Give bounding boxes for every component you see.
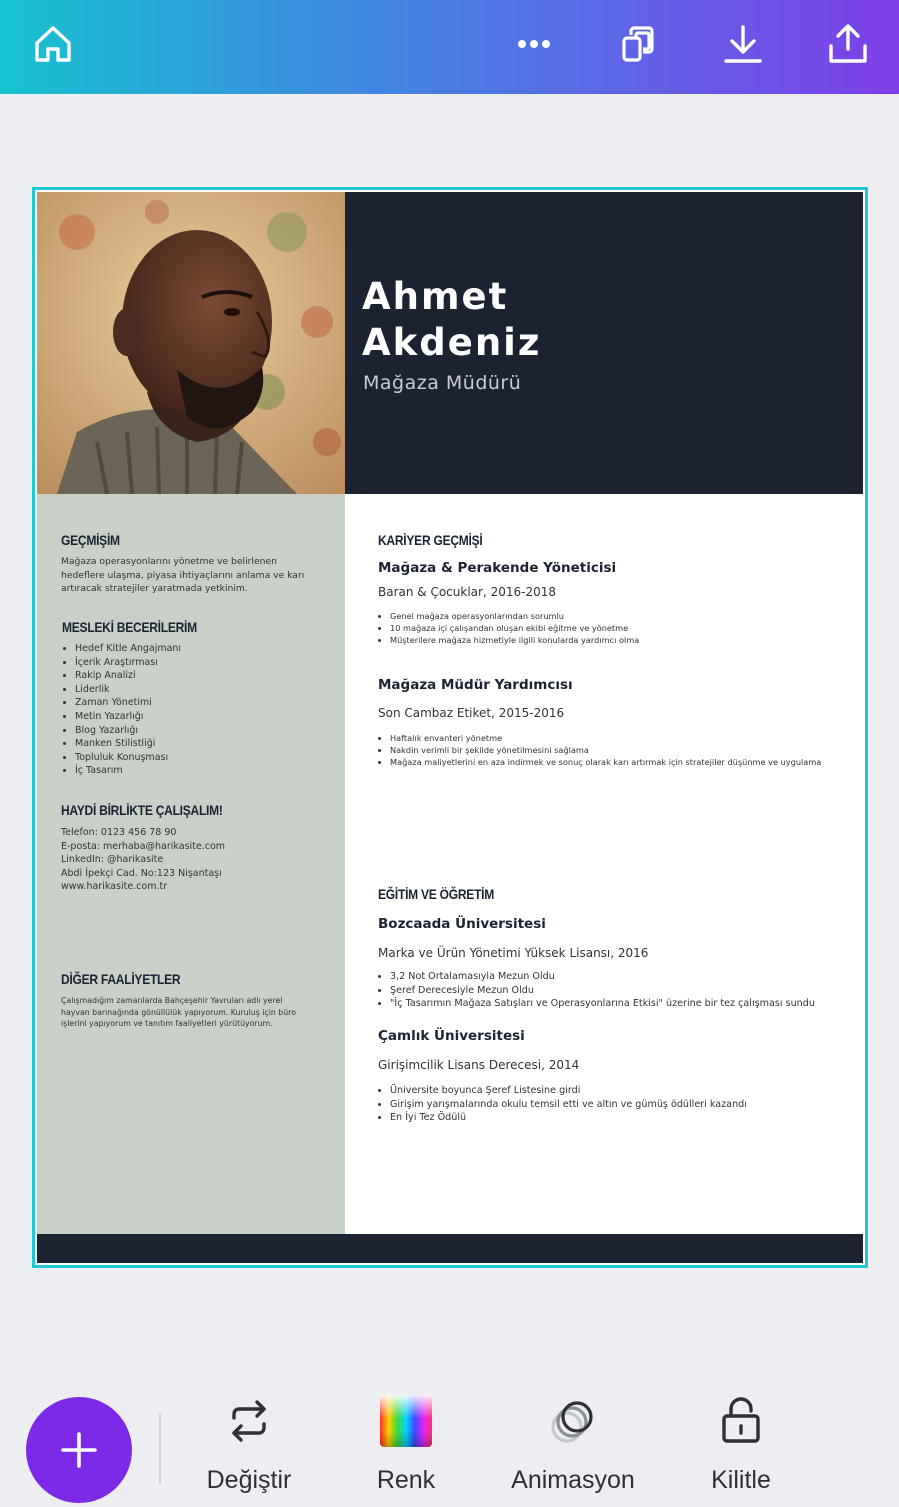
skill-item: • Manken Stilistliği [75, 737, 181, 751]
skill-item: • Metin Yazarlığı [75, 710, 181, 724]
background-line: Mağaza operasyonlarını yönetme ve belirlenen [61, 556, 277, 567]
school-1-degree[interactable]: Marka ve Ürün Yönetimi Yüksek Lisansı, 2016 [378, 946, 649, 960]
last-name: Akdeniz [362, 321, 542, 364]
contact-phone: Telefon: 0123 456 78 90 [61, 827, 177, 838]
bullet-item: • Mağaza maliyetlerini en aza indirmek ve sonuç olarak karı artırmak için stratejiler düşünme ve uygulama [390, 756, 821, 768]
school-2-bullets[interactable] [378, 1084, 747, 1125]
job-title[interactable]: Mağaza Müdürü [363, 372, 522, 394]
bullet-item: • Girişim yarışmalarında okulu temsil etti ve altın ve gümüş ödülleri kazandı [390, 1098, 747, 1112]
replace-button[interactable] [174, 1392, 324, 1495]
share-icon [826, 22, 870, 66]
bullet-item: • Genel mağaza operasyonlarından sorumlu [390, 610, 639, 622]
skill-item: • İçerik Araştırması [75, 656, 181, 670]
copy-pages-icon [616, 22, 660, 66]
color-button[interactable] [331, 1392, 481, 1495]
job-2-company[interactable]: Son Cambaz Etiket, 2015-2016 [378, 706, 565, 720]
contact-email: E-posta: merhaba@harikasite.com [61, 840, 226, 852]
lock-button[interactable] [666, 1392, 816, 1495]
plus-icon [59, 1430, 99, 1470]
school-2-degree[interactable]: Girişimcilik Lisans Derecesi, 2014 [378, 1058, 580, 1072]
design-canvas-selection[interactable] [32, 187, 868, 1268]
skill-item: • İç Tasarım [75, 764, 181, 778]
school-1-name[interactable]: Bozcaada Üniversitesi [378, 916, 546, 932]
activities-text[interactable] [61, 995, 296, 1030]
bullet-item: • Müşterilere mağaza hizmetiyle ilgili konularda yardımcı olma [390, 634, 639, 646]
skills-heading[interactable]: MESLEKİ BECERİLERİM [62, 619, 197, 635]
add-element-button[interactable] [26, 1397, 132, 1503]
lock-label: Kilitle [711, 1466, 771, 1494]
skill-item: • Liderlik [75, 683, 181, 697]
contact-heading[interactable]: HAYDİ BİRLİKTE ÇALIŞALIM! [61, 802, 223, 818]
home-icon [31, 22, 75, 66]
first-name: Ahmet [362, 275, 509, 318]
replace-icon [226, 1398, 272, 1444]
animation-icon [548, 1396, 598, 1446]
download-icon [721, 22, 765, 66]
animation-button[interactable] [498, 1392, 648, 1495]
color-swatch-icon [380, 1395, 432, 1447]
skill-item: • Topluluk Konuşması [75, 751, 181, 765]
replace-label: Değiştir [206, 1466, 292, 1494]
skills-list[interactable] [61, 642, 181, 778]
background-line: artıracak stratejiler yaratmada yetkinim. [61, 583, 248, 594]
job-1-title[interactable]: Mağaza & Perakende Yöneticisi [378, 560, 617, 576]
background-line: hedeflere ulaşma, piyasa ihtiyaçlarını anlama ve karı [61, 569, 305, 581]
career-heading[interactable]: KARİYER GEÇMİŞİ [378, 532, 483, 548]
bullet-item: • "İç Tasarımın Mağaza Satışları ve Operasyonlarına Etkisi" üzerine bir tez çalışması sundu [390, 997, 815, 1011]
footer-band [37, 1234, 863, 1263]
candidate-name[interactable] [362, 274, 541, 366]
school-1-bullets[interactable] [378, 970, 815, 1011]
school-2-name[interactable]: Çamlık Üniversitesi [378, 1028, 525, 1044]
bullet-item: • Haftalık envanteri yönetme [390, 732, 821, 744]
activities-line: işlerini yapıyorum ve tanıtım faaliyetleri yürütüyorum. [61, 1019, 273, 1028]
background-text[interactable] [61, 555, 304, 596]
skill-item: • Zaman Yönetimi [75, 696, 181, 710]
portrait-image [37, 192, 345, 494]
more-options-button[interactable] [510, 20, 558, 68]
skill-item: • Hedef Kitle Angajmanı [75, 642, 181, 656]
sidebar-panel [37, 494, 345, 1234]
color-label: Renk [376, 1466, 436, 1494]
main-panel [345, 494, 863, 1234]
resume-page [37, 192, 863, 1263]
animation-label: Animasyon [511, 1466, 635, 1494]
activities-line: hayvan barınağında gönüllülük yapıyorum. Kuruluş için büro [61, 1007, 296, 1017]
home-button[interactable] [29, 20, 77, 68]
job-1-company[interactable]: Baran & Çocuklar, 2016-2018 [378, 585, 556, 599]
job-2-bullets[interactable] [378, 732, 821, 768]
job-1-bullets[interactable] [378, 610, 639, 646]
bullet-item: • En İyi Tez Ödülü [390, 1111, 747, 1125]
download-button[interactable] [719, 20, 767, 68]
activities-line: Çalışmadığım zamanlarda Bahçeşehir Yavruları adlı yerel [61, 996, 283, 1005]
job-2-title[interactable]: Mağaza Müdür Yardımcısı [378, 677, 573, 693]
contact-info[interactable] [61, 826, 225, 894]
lock-icon [718, 1396, 764, 1446]
bullet-item: • Nakdin verimli bir şekilde yönetilmesini sağlama [390, 744, 821, 756]
activities-heading[interactable]: DİĞER FAALİYETLER [61, 971, 181, 987]
bullet-item: • 3,2 Not Ortalamasıyla Mezun Oldu [390, 970, 815, 984]
more-icon [512, 22, 556, 66]
pages-button[interactable] [614, 20, 662, 68]
contact-website: www.harikasite.com.tr [61, 881, 168, 893]
bullet-item: • 10 mağaza içi çalışandan oluşan ekibi eğitme ve yönetme [390, 622, 639, 634]
contact-address: Abdi İpekçi Cad. No:123 Nişantaşı [61, 867, 222, 879]
bullet-item: • Üniversite boyunca Şeref Listesine girdi [390, 1084, 747, 1098]
profile-photo[interactable] [37, 192, 345, 494]
education-heading[interactable]: EĞİTİM VE ÖĞRETİM [378, 886, 495, 902]
background-heading[interactable]: GEÇMİŞİM [61, 532, 120, 548]
skill-item: • Blog Yazarlığı [75, 724, 181, 738]
bullet-item: • Şeref Derecesiyle Mezun Oldu [390, 984, 815, 998]
header-panel [345, 192, 863, 494]
share-button[interactable] [824, 20, 872, 68]
skill-item: • Rakip Analizi [75, 669, 181, 683]
contact-linkedin: LinkedIn: @harikasite [61, 854, 164, 866]
toolbar-divider [159, 1414, 161, 1484]
top-toolbar [0, 0, 899, 94]
